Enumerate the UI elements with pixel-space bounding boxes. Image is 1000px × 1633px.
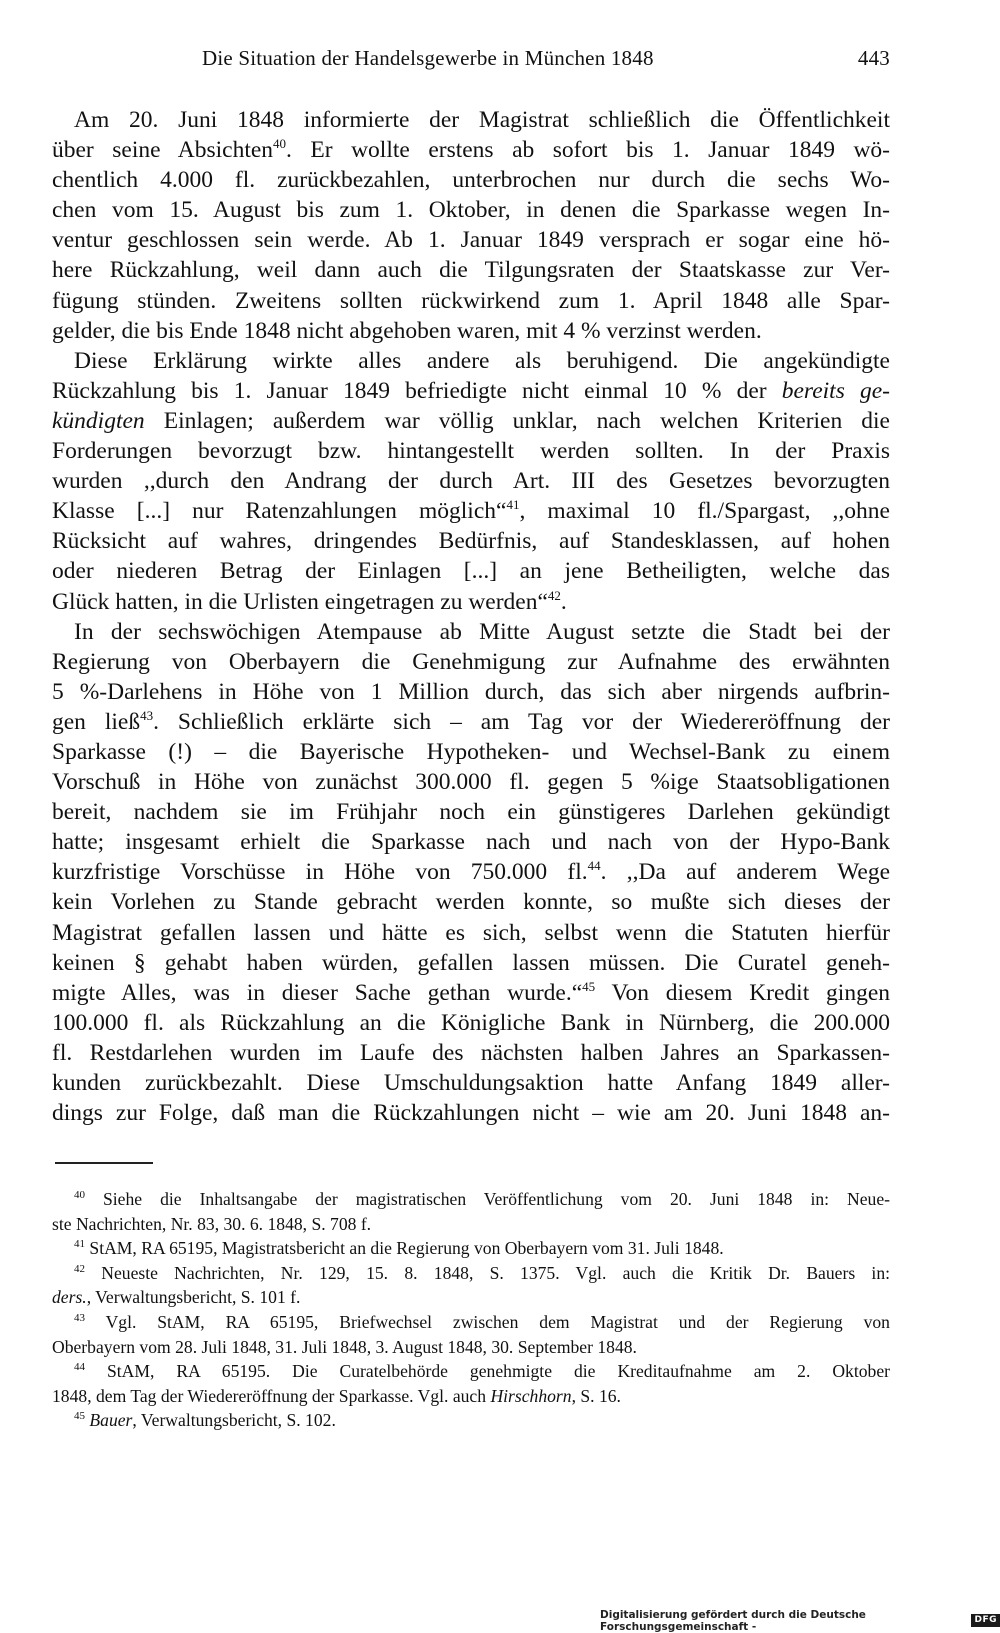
text-line: kunden zurückbezahlt. Diese Umschuldungsaktion hatte Anfang 1849 aller- xyxy=(52,1070,890,1096)
text-line: chentlich 4.000 fl. zurückbezahlen, unterbrochen nur durch die sechs Wo- xyxy=(52,167,890,194)
text-line: fl. Restdarlehen wurden im Laufe des nächsten halben Jahres an Sparkassen- xyxy=(52,1039,890,1066)
text-line: über seine Absichten$^{40}$. Er wollte erstens ab sofort bis 1. Januar 1849 wö- xyxy=(52,136,891,164)
footnote-42 xyxy=(52,1261,890,1310)
text-line: Rückzahlung bis 1. Januar 1849 befriedigte nicht einmal 10 % der bereits ge- xyxy=(52,377,890,404)
footnote-ref[interactable]: 45 xyxy=(582,978,596,994)
footnote-43 xyxy=(52,1310,890,1359)
text-line: Glück hatten, in die Urlisten eingetragen zu werden“$^{42}$. xyxy=(52,587,567,615)
text-line: bereit, nachdem sie im Frühjahr noch ein günstigeres Darlehen gekündigt xyxy=(52,799,890,826)
text-line: Sparkasse (!) – die Bayerische Hypotheken- und Wechsel-Bank zu einem xyxy=(52,738,890,765)
footnote-45 xyxy=(52,1408,890,1433)
footnote-ref[interactable]: 43 xyxy=(140,707,154,723)
text-line: Klasse [...] nur Ratenzahlungen möglich“$^{41}$, maximal 10 fl./Spargast, ,,ohne xyxy=(52,497,890,525)
text-line: ventur geschlossen sein werde. Ab 1. Januar 1849 versprach er sogar eine hö- xyxy=(52,227,890,254)
text-line: fügung stünden. Zweitens sollten rückwirkend zum 1. April 1848 alle Spar- xyxy=(52,287,890,314)
footnote-number: 44 xyxy=(74,1361,85,1374)
text-line: here Rückzahlung, weil dann auch die Tilgungsraten der Staatskasse zur Ver- xyxy=(52,257,890,284)
footnote-number: 40 xyxy=(74,1189,85,1201)
footnote-ref[interactable]: 44 xyxy=(587,858,601,874)
text-line: hatte; insgesamt erhielt die Sparkasse nach und nach von der Hypo-Bank xyxy=(52,829,890,856)
text-line: kündigten Einlagen; außerdem war völlig unklar, nach welchen Kriterien die xyxy=(52,407,890,434)
footnote-number: 45 xyxy=(74,1410,85,1423)
footnote-line: $^{40}$ Siehe die Inhaltsangabe der magistratischen Veröffentlichung vom 20. Juni 1848 in: Neue- xyxy=(74,1189,890,1209)
paragraph-3 xyxy=(52,617,890,1129)
running-title: Die Situation der Handelsgewerbe in München 1848 xyxy=(202,46,654,70)
text-line: Forderungen bevorzugt bzw. hintangestellt werden sollten. In der Praxis xyxy=(52,438,890,465)
text-line: In der sechswöchigen Atempause ab Mitte August setzte die Stadt bei der xyxy=(74,618,890,645)
body-text xyxy=(52,105,890,1128)
footnote-line: $^{44}$ StAM, RA 65195. Die Curatelbehörde genehmigte die Kreditaufnahme am 2. Oktober xyxy=(74,1361,890,1382)
text-line: wurden ,,durch den Andrang der durch Art. III des Gesetzes bevorzugten xyxy=(52,468,890,495)
footnote-line: $^{43}$ Vgl. StAM, RA 65195, Briefwechsel zwischen dem Magistrat und der Regierung von xyxy=(74,1311,890,1332)
footnote-line: ste Nachrichten, Nr. 83, 30. 6. 1848, S. 708 f. xyxy=(52,1213,372,1234)
credit-text: Digitalisierung gefördert durch die Deutsche Forschungsgemeinschaft - xyxy=(600,1608,866,1633)
text-line: migte Alles, was in dieser Sache gethan wurde.“$^{45}$ Von diesem Kredit gingen xyxy=(52,978,891,1006)
text-line: gelder, die bis Ende 1848 nicht abgehoben waren, mit 4 % verzinst werden. xyxy=(52,317,762,344)
footnote-line: Oberbayern vom 28. Juli 1848, 31. Juli 1848, 3. August 1848, 30. September 1848. xyxy=(52,1336,637,1357)
text-line: Diese Erklärung wirkte alles andere als beruhigend. Die angekündigte xyxy=(74,347,890,374)
text-line: Magistrat gefallen lassen und hätte es sich, selbst wenn die Statuten hierfür xyxy=(52,919,890,946)
paragraph-2 xyxy=(52,346,890,617)
digitization-credit xyxy=(600,1608,1000,1633)
footnote-number: 43 xyxy=(74,1311,85,1324)
footnote-44 xyxy=(52,1359,890,1408)
footnote-ref[interactable]: 41 xyxy=(506,497,520,513)
page-number: 443 xyxy=(857,46,890,70)
text-line: Vorschuß in Höhe von zunächst 300.000 fl. gegen 5 %ige Staatsobligationen xyxy=(52,769,890,796)
footnote-ref[interactable]: 42 xyxy=(547,587,561,603)
dfg-logo: DFG xyxy=(971,1614,1000,1627)
text-line: Am 20. Juni 1848 informierte der Magistrat schließlich die Öffentlichkeit xyxy=(74,107,890,133)
running-head xyxy=(52,46,890,76)
text-line: kurzfristige Vorschüsse in Höhe von 750.000 fl.$^{44}$. ,,Da auf anderem Wege xyxy=(52,858,891,886)
footnote-line: ders., Verwaltungsbericht, S. 101 f. xyxy=(52,1287,301,1308)
text-line: kein Vorlehen zu Stande gebracht werden konnte, so mußte sich dieses der xyxy=(52,889,890,916)
text-line: Rücksicht auf wahres, dringendes Bedürfnis, auf Standesklassen, auf hohen xyxy=(52,528,890,555)
footnote-40 xyxy=(52,1187,890,1236)
footnote-divider xyxy=(55,1162,153,1164)
footnote-number: 41 xyxy=(74,1238,85,1251)
footnote-number: 42 xyxy=(74,1262,85,1275)
footnotes xyxy=(52,1187,890,1433)
footnote-41 xyxy=(52,1236,890,1261)
paragraph-1 xyxy=(52,105,890,346)
text-line: dings zur Folge, daß man die Rückzahlungen nicht – wie am 20. Juni 1848 an- xyxy=(52,1100,890,1127)
footnote-ref[interactable]: 40 xyxy=(273,136,287,152)
footnote-line: $^{42}$ Neueste Nachrichten, Nr. 129, 15. 8. 1848, S. 1375. Vgl. auch die Kritik Dr. Bauers in: xyxy=(74,1262,891,1283)
text-line: Regierung von Oberbayern die Genehmigung zur Aufnahme des erwähnten xyxy=(52,648,890,675)
text-line: chen vom 15. August bis zum 1. Oktober, in denen die Sparkasse wegen In- xyxy=(52,197,890,224)
text-line: 5 %-Darlehens in Höhe von 1 Million durch, das sich aber nirgends aufbrin- xyxy=(52,678,890,705)
text-line: 100.000 fl. als Rückzahlung an die Königliche Bank in Nürnberg, die 200.000 xyxy=(52,1009,890,1036)
footnote-line: $^{45}$ Bauer, Verwaltungsbericht, S. 102. xyxy=(74,1410,336,1431)
footnote-line: $^{41}$ StAM, RA 65195, Magistratsbericht an die Regierung von Oberbayern vom 31. Juli 1848. xyxy=(74,1238,724,1259)
text-line: gen ließ$^{43}$. Schließlich erklärte sich – am Tag vor der Wiedereröffnung der xyxy=(52,707,890,735)
footnote-line: 1848, dem Tag der Wiedereröffnung der Sparkasse. Vgl. auch Hirschhorn, S. 16. xyxy=(52,1385,621,1406)
text-line: oder niederen Betrag der Einlagen [...] an jene Betheiligten, welche das xyxy=(52,558,890,585)
text-line: keinen § gehabt haben würden, gefallen lassen müssen. Die Curatel geneh- xyxy=(52,949,890,976)
